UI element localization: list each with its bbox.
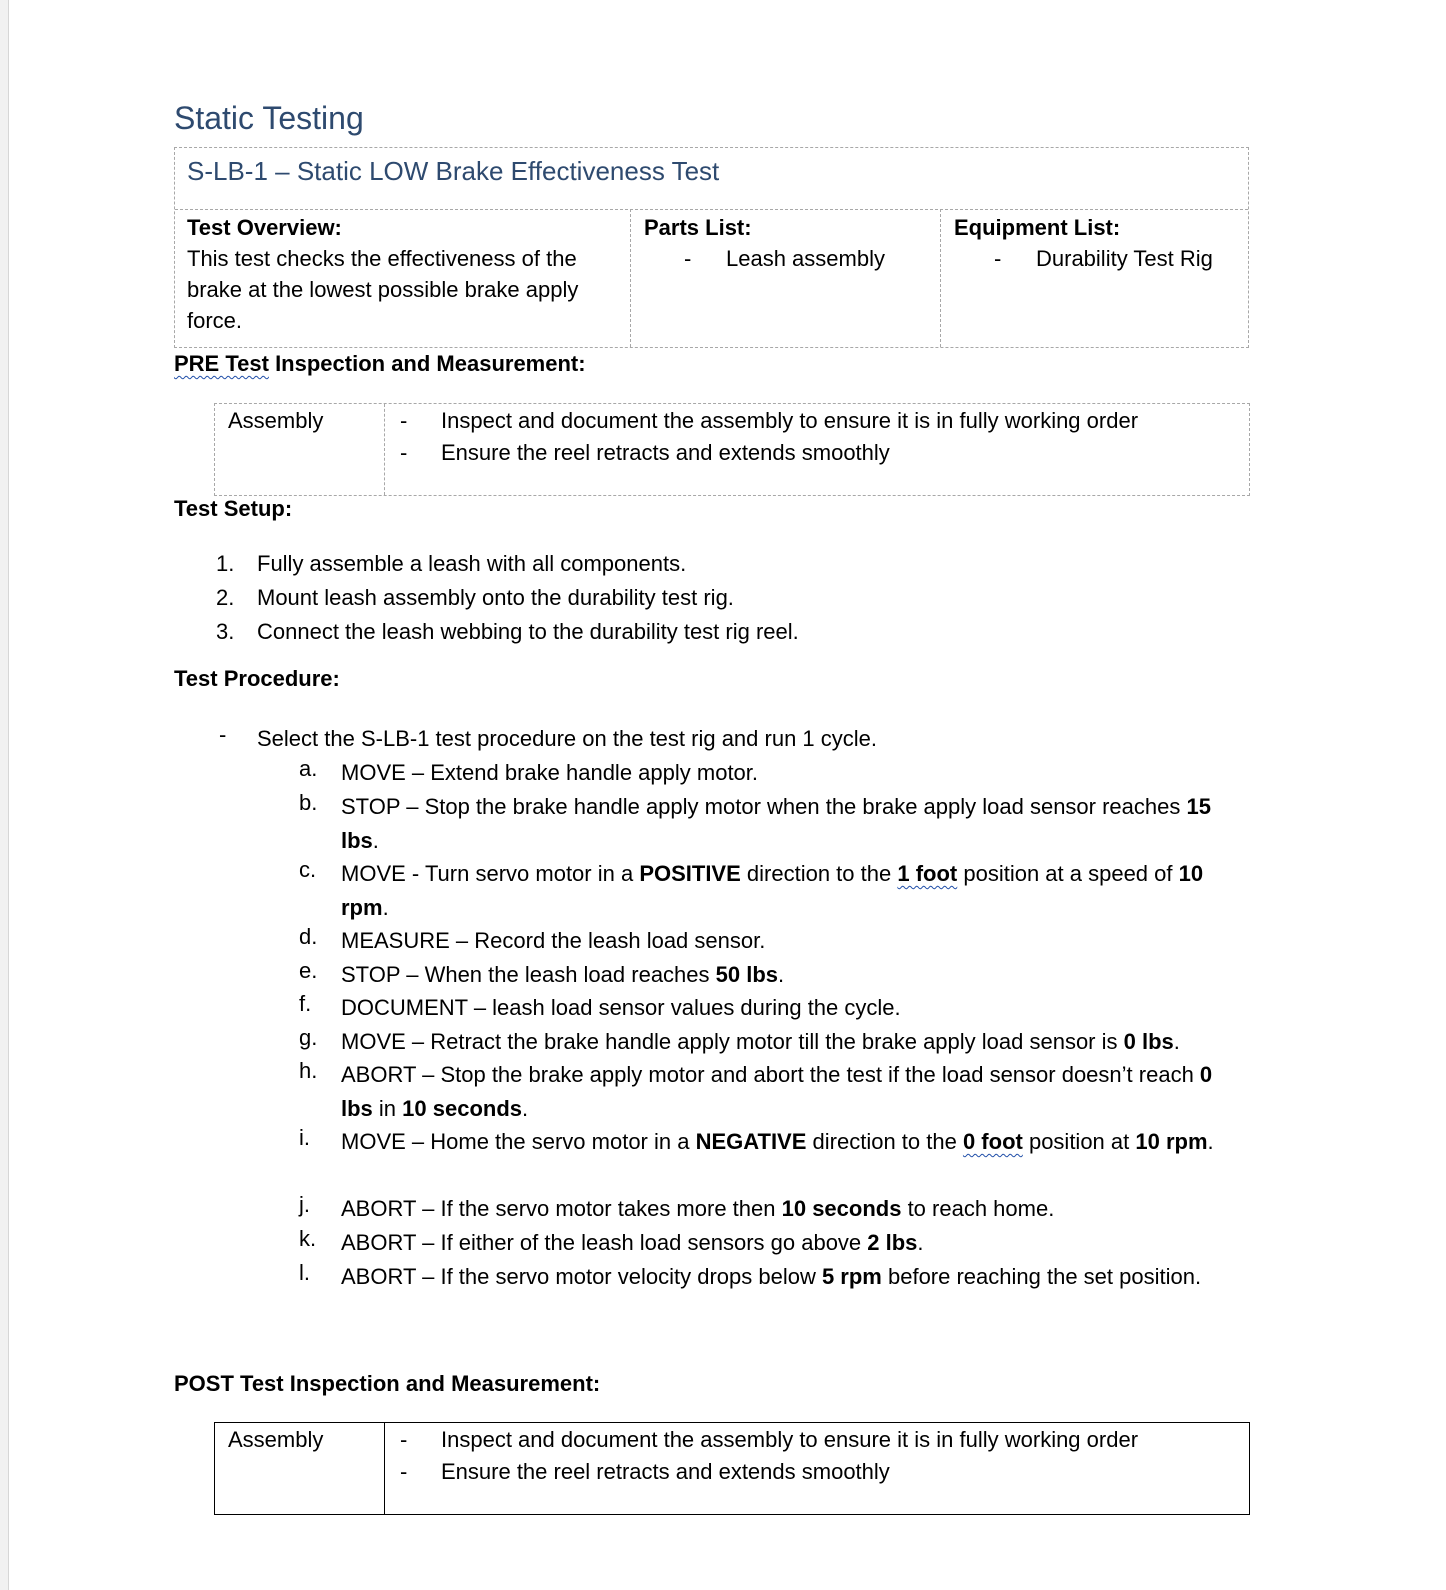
procedure-step-letter: h. xyxy=(299,1058,318,1083)
procedure-step-letter: b. xyxy=(299,790,318,815)
document-page: Static Testing S-LB-1 – Static LOW Brake Effectiveness Test Test Overview: This test checks the effectiveness of the brake at the lowest possible brake apply force. Parts List: - Leash assembly Equipment List: - Durability Test Rig PRE Test Inspection and Measurement: Assembly - Inspect and document the assembly to ensure it is in fully working order - Ensure the reel retracts and extends smoothly Test Setup: 1. Fully assemble a leash with all components. 2. Mount leash assembly onto the durability test rig. 3. Connect the leash webbing to the durability test rig reel. Test Procedure: - Select the S-LB-1 test procedure on the test rig and run 1 cycle. a. MOVE – Extend brake handle apply motor. b. STOP – Stop the brake handle apply motor when the brake apply load sensor reaches 15 lbs. c. MOVE - Turn servo motor in a POSITIVE direction to the 1 foot position at a speed of 10 rpm. d. MEASURE – Record the leash load sensor. e. STOP – When the leash load reaches 50 lbs. f. DOCUMENT – leash load sensor values during the cycle. g. MOVE – Retract the brake handle apply motor till the brake apply load sensor is 0 lbs. h. ABORT – Stop the brake apply motor and abort the test if the load sensor doesn’t reach 0 lbs in 10 seconds. i. MOVE – Home the servo motor in a NEGATIVE direction to the 0 foot position at 10 rpm. j. ABORT – If the servo motor takes more then 10 seconds to reach home. k. ABORT – If either of the leash load sensors go above 2 lbs. l. ABORT – If the servo motor velocity drops below 5 rpm before reaching the set position. POST Test Inspection and Measurement: Assembly - Inspect and document the assembly to ensure it is in fully working order - Ensure the reel retracts and extends smoothly xyxy=(8,0,1446,1590)
post-inspection-item: - Ensure the reel retracts and extends smoothly xyxy=(400,1459,890,1484)
pre-inspection-items xyxy=(400,405,1139,469)
procedure-step-text: STOP – Stop the brake handle apply motor when the brake apply load sensor reaches 15 lbs. xyxy=(341,794,1211,853)
procedure-step-letter: k. xyxy=(299,1226,317,1251)
procedure-step-letter: j. xyxy=(299,1192,310,1217)
post-inspection-label: Assembly xyxy=(228,1427,324,1452)
pre-inspection-item: - Inspect and document the assembly to ensure it is in fully working order xyxy=(400,408,1139,433)
test-procedure-heading: Test Procedure: xyxy=(174,666,340,691)
procedure-step-text: MOVE - Turn servo motor in a POSITIVE direction to the 1 foot position at a speed of 10 rpm. xyxy=(341,861,1204,920)
procedure-step-letter: l. xyxy=(299,1260,310,1285)
post-inspection-table xyxy=(214,1422,1250,1515)
procedure-step-text: ABORT – If either of the leash load sensors go above 2 lbs. xyxy=(341,1230,924,1255)
procedure-step-text: MEASURE – Record the leash load sensor. xyxy=(341,928,766,953)
post-inspection-item: - Inspect and document the assembly to ensure it is in fully working order xyxy=(400,1427,1139,1452)
procedure-step-letter: d. xyxy=(299,924,318,949)
procedure-step-text: DOCUMENT – leash load sensor values during the cycle. xyxy=(341,995,901,1020)
procedure-step-text: ABORT – Stop the brake apply motor and abort the test if the load sensor doesn’t reach 0 lbs in 10 seconds. xyxy=(341,1062,1213,1121)
pre-inspection-table xyxy=(214,403,1250,496)
equipment-list-item: - Durability Test Rig xyxy=(994,246,1213,271)
pre-inspection-label: Assembly xyxy=(228,408,324,433)
test-overview-line: brake at the lowest possible brake apply xyxy=(187,277,579,302)
test-overview-label: Test Overview: xyxy=(187,215,342,240)
test-title: S-LB-1 – Static LOW Brake Effectiveness Test xyxy=(187,156,720,186)
procedure-step-text: ABORT – If the servo motor velocity drops below 5 rpm before reaching the set position. xyxy=(341,1264,1202,1289)
test-overview-cell xyxy=(187,212,617,336)
equipment-list-cell xyxy=(954,212,1244,274)
parts-list-item: - Leash assembly xyxy=(684,246,885,271)
procedure-step-text: STOP – When the leash load reaches 50 lbs. xyxy=(341,962,785,987)
parts-list-cell xyxy=(644,212,934,274)
procedure-step-text: MOVE – Extend brake handle apply motor. xyxy=(341,760,759,785)
test-setup-heading: Test Setup: xyxy=(174,496,293,521)
parts-list-label: Parts List: xyxy=(644,215,752,240)
test-info-table xyxy=(174,147,1249,348)
post-inspection-heading: POST Test Inspection and Measurement: xyxy=(174,1371,601,1396)
procedure-step-text: MOVE – Retract the brake handle apply motor till the brake apply load sensor is 0 lbs. xyxy=(341,1029,1180,1054)
test-overview-line: force. xyxy=(187,308,243,333)
procedure-step-letter: f. xyxy=(299,991,312,1016)
procedure-step-letter: g. xyxy=(299,1025,318,1050)
test-overview-line: This test checks the effectiveness of the xyxy=(187,246,577,271)
pre-inspection-item: - Ensure the reel retracts and extends smoothly xyxy=(400,440,890,465)
procedure-step-letter: i. xyxy=(299,1125,310,1150)
procedure-step-letter: c. xyxy=(299,857,317,882)
procedure-step-letter: e. xyxy=(299,958,318,983)
procedure-step-text: ABORT – If the servo motor takes more then 10 seconds to reach home. xyxy=(341,1196,1055,1221)
pre-inspection-heading: PRE Test Inspection and Measurement: xyxy=(174,351,586,376)
page-heading: Static Testing xyxy=(174,100,364,136)
equipment-list-label: Equipment List: xyxy=(954,215,1121,240)
post-inspection-items xyxy=(400,1424,1139,1488)
procedure-step-letter: a. xyxy=(299,756,318,781)
procedure-step-text: MOVE – Home the servo motor in a NEGATIVE direction to the 0 foot position at 10 rpm. xyxy=(341,1129,1214,1154)
